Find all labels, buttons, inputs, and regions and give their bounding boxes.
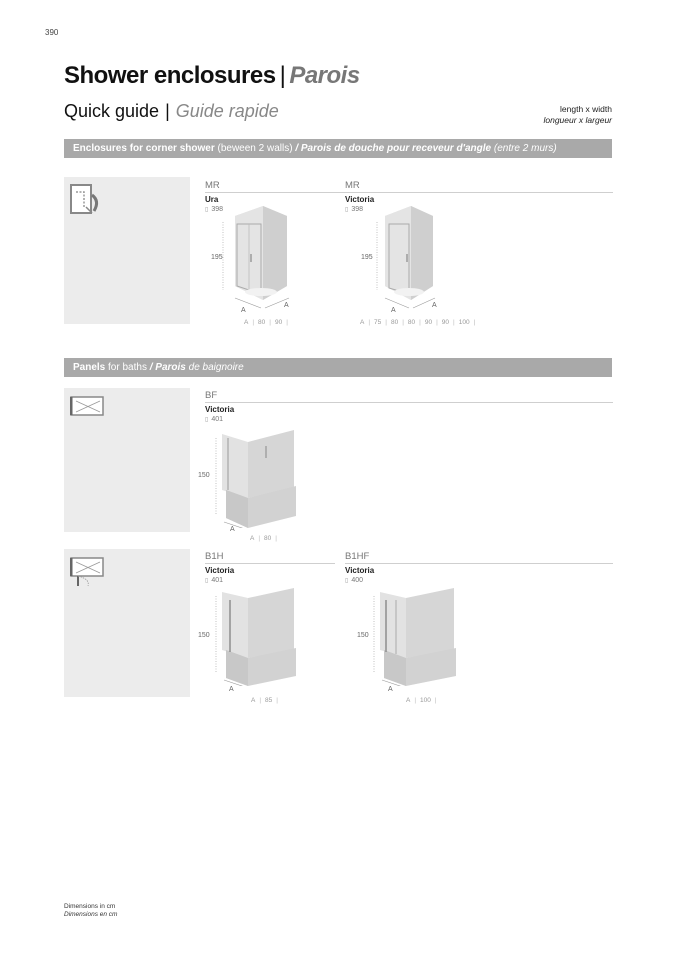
category-box-bath-fixed (64, 388, 190, 532)
subtitle-en: Quick guide (64, 101, 160, 121)
axis-a-left: A (241, 307, 246, 314)
dimension-row: A | 80 | (250, 535, 277, 542)
footer-note (64, 903, 117, 919)
product-model: Victoria (345, 195, 375, 204)
product-model: Victoria (205, 405, 235, 414)
section-label-italic: (entre 2 murs) (491, 143, 557, 154)
section-bar-corner-shower (64, 139, 612, 158)
category-box-bath-hinged (64, 549, 190, 697)
dimension-row: A | 85 | (251, 697, 278, 704)
section-label-italic: de baignoire (185, 362, 244, 373)
dimension-label: A (250, 535, 255, 542)
dimension-label: A (251, 697, 256, 704)
section-label-bold: Enclosures for corner shower (73, 143, 215, 154)
dimension-value: 100 (458, 319, 470, 326)
section-label-bold: Panels (73, 362, 106, 373)
height-label: 195 (361, 254, 373, 261)
subtitle-fr: Guide rapide (175, 101, 279, 121)
height-label: 150 (357, 632, 369, 639)
bath-panel-icon (70, 394, 106, 418)
footer-fr: Dimensions en cm (64, 911, 118, 918)
dimension-value: 90 (441, 319, 450, 326)
dimension-row: A | 80 | 90 | (244, 319, 288, 326)
dimension-value: 80 (390, 319, 399, 326)
dimension-label: A (360, 319, 365, 326)
section-label-normal: (beween 2 walls) (214, 143, 296, 154)
corner-shower-icon (70, 183, 108, 219)
product-page-ref: ▯ 401 (205, 415, 613, 425)
product-code: B1H (205, 551, 335, 564)
section-label-bold-italic: / Parois (149, 362, 186, 373)
b1hf-bath-panel-illustration (372, 586, 462, 686)
product-bf-victoria (205, 390, 613, 425)
product-page-ref: ▯ 398 (345, 205, 613, 215)
title-fr: Parois (289, 62, 360, 89)
bath-hinged-panel-icon (70, 555, 106, 587)
footer-en: Dimensions in cm (64, 903, 116, 910)
height-label: 150 (198, 472, 210, 479)
section-label-normal: for baths (105, 362, 150, 373)
dimension-value: 85 (265, 697, 273, 704)
dimension-label: A (244, 319, 249, 326)
product-page-ref: ▯ 400 (345, 576, 613, 586)
dimension-value: 75 (374, 319, 382, 326)
units-en: length x width (560, 104, 612, 114)
b1h-bath-panel-illustration (214, 586, 300, 686)
axis-a-right: A (284, 302, 289, 309)
dimension-value: 90 (274, 319, 283, 326)
product-code: MR (205, 180, 473, 193)
product-page-ref: ▯ 401 (205, 576, 335, 586)
product-b1h-victoria (205, 551, 335, 586)
dimension-value: 90 (424, 319, 433, 326)
product-code: MR (345, 180, 613, 193)
units-fr: longueur x largeur (543, 115, 612, 125)
product-code: B1HF (345, 551, 613, 564)
product-page-ref: ▯ 398 (205, 205, 473, 215)
height-label: 150 (198, 632, 210, 639)
axis-a: A (229, 686, 234, 693)
axis-a: A (230, 526, 235, 533)
title-separator: | (279, 62, 286, 89)
height-label: 195 (211, 254, 223, 261)
product-model: Victoria (345, 566, 375, 575)
dimension-row: A | 75 | 80 | 80 | 90 | 90 | 100 | (360, 319, 476, 326)
category-box-corner (64, 177, 190, 324)
product-model: Ura (205, 195, 219, 204)
dimension-value: 80 (258, 319, 266, 326)
product-code: BF (205, 390, 613, 403)
section-label-bold-italic: / Parois de douche pour receveur d'angle (295, 143, 492, 154)
dimension-row: A | 100 | (406, 697, 437, 704)
section-bar-bath-panels (64, 358, 612, 377)
subtitle-separator: | (165, 101, 170, 121)
bath-fixed-panel-illustration (212, 428, 302, 528)
dimension-value: 80 (407, 319, 416, 326)
product-model: Victoria (205, 566, 235, 575)
dimension-value: 100 (420, 697, 431, 704)
units-note (543, 104, 612, 126)
page-title (64, 62, 360, 90)
axis-a: A (388, 686, 393, 693)
dimension-label: A (406, 697, 411, 704)
dimension-value: 80 (264, 535, 272, 542)
title-en: Shower enclosures (64, 62, 276, 89)
axis-a-left: A (391, 307, 396, 314)
product-b1hf-victoria (345, 551, 613, 586)
page-subtitle (64, 101, 279, 122)
page-number: 390 (45, 28, 59, 37)
axis-a-right: A (432, 302, 437, 309)
